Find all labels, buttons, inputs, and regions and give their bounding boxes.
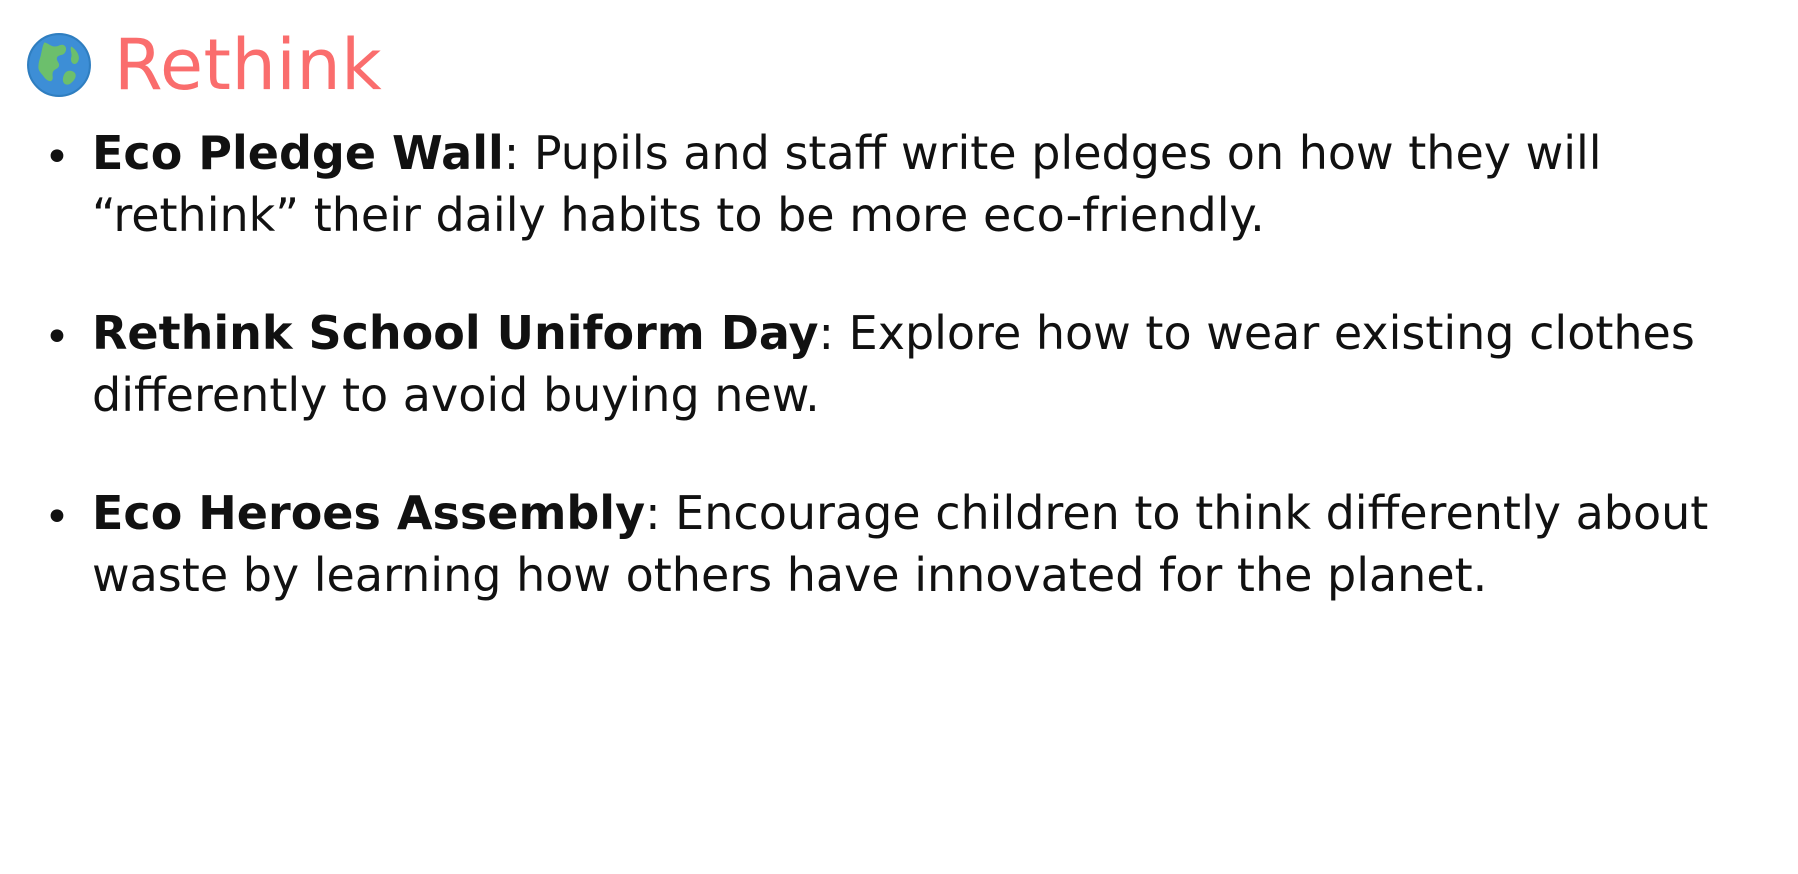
- bullet-marker-icon: •: [44, 132, 70, 183]
- list-item: [22, 302, 1758, 426]
- list-item: [22, 482, 1758, 606]
- list-item: [22, 122, 1758, 246]
- bullet-text: [92, 302, 1742, 426]
- bullet-rest: : Explore how to wear existing clothes differently to avoid buying new.: [92, 306, 1695, 423]
- globe-earth-africa-icon: [26, 32, 92, 98]
- bullet-text: [92, 122, 1742, 246]
- bullet-list: [22, 122, 1758, 607]
- page-title: Rethink: [114, 24, 383, 106]
- bullet-marker-icon: •: [44, 312, 70, 364]
- bullet-lead: Eco Heroes Assembly: [92, 486, 646, 541]
- bullet-lead: Eco Pledge Wall: [92, 126, 504, 180]
- bullet-lead: Rethink School Uniform Day: [92, 306, 819, 361]
- bullet-rest: : Pupils and staff write pledges on how they will “rethink” their daily habits to be more eco-friendly.: [92, 126, 1602, 243]
- bullet-rest: : Encourage children to think differently about waste by learning how others have innovated for the planet.: [92, 486, 1709, 603]
- slide-heading: [26, 24, 1758, 106]
- bullet-text: [92, 482, 1742, 606]
- bullet-marker-icon: •: [44, 492, 70, 544]
